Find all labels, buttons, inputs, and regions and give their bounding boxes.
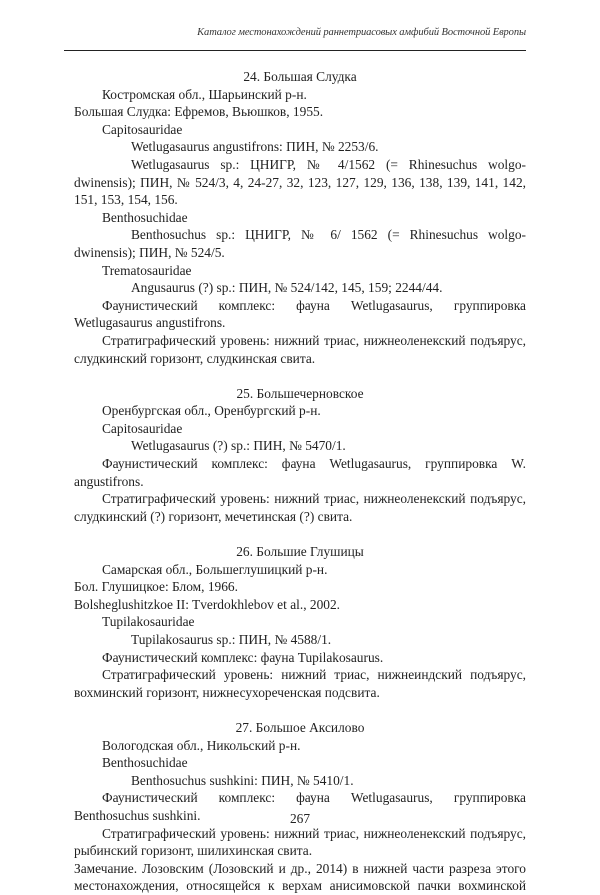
family-name: Capitosauridae — [102, 121, 183, 137]
faunal-complex: Фаунистический комплекс: фауна Wetlugasaurus, группировка W. angustifrons. — [74, 456, 526, 489]
catalog-entry-25 — [74, 385, 526, 526]
taxon-record: Benthosuchus sp.: ЦНИГР, № 6/ 1562 (= Rhinesuchus wolgo-dwinensis); ПИН, № 524/5. — [74, 227, 526, 260]
faunal-complex: Фаунистический комплекс: фауна Tupilakosaurus. — [102, 649, 384, 665]
catalog-entry-26 — [74, 543, 526, 701]
taxon-record: Wetlugasaurus (?) sp.: ПИН, № 5470/1. — [131, 438, 346, 454]
family-name: Benthosuchidae — [102, 755, 188, 771]
spacer — [74, 525, 526, 543]
entry-title: 25. Большечерновское — [236, 385, 364, 401]
entry-title: 26. Большие Глушицы — [236, 544, 364, 560]
stratigraphic-level: Стратиграфический уровень: нижний триас, нижнеоленекский подъярус, слудкинский (?) горизонт, мечетинская (?) свита. — [74, 491, 526, 524]
spacer — [74, 701, 526, 719]
header-rule — [64, 50, 526, 51]
taxon-record: Tupilakosaurus sp.: ПИН, № 4588/1. — [131, 632, 332, 647]
family-name: Tupilakosauridae — [102, 614, 195, 630]
catalog-entry-24 — [74, 68, 526, 367]
family-name: Capitosauridae — [102, 420, 183, 436]
taxon-record: Angusaurus (?) sp.: ПИН, № 524/142, 145, 159; 2244/44. — [131, 280, 443, 296]
entry-reference: Большая Слудка: Ефремов, Вьюшков, 1955. — [74, 104, 324, 120]
running-head: Каталог местонахождений раннетриасовых амфибий Восточной Европы — [197, 27, 526, 38]
entry-region: Костромская обл., Шарьинский р-н. — [102, 86, 307, 102]
entry-reference: Бол. Глушицкое: Блом, 1966. — [74, 579, 238, 595]
taxon-record: Wetlugasaurus sp.: ЦНИГР, № 4/1562 (= Rhinesuchus wolgo-dwinensis); ПИН, № 524/3, 4, 24-27, 32, 123, 127, 129, 136, 138, 139, 141, 142, 151, 153, 154, 156. — [74, 156, 526, 208]
entry-note: Замечание. Лозовским (Лозовский и др., 2014) в нижней части разреза этого местонахождения, относящейся к верхам анисимовской пачки вохминской — [74, 860, 526, 894]
stratigraphic-level: Стратиграфический уровень: нижний триас, нижнеоленекский подъярус, слудкинский горизонт, слудкинская свита. — [74, 332, 526, 366]
entry-region: Оренбургская обл., Оренбургский р-н. — [102, 403, 321, 419]
family-name: Trematosauridae — [102, 262, 192, 278]
faunal-complex: Фаунистический комплекс: фауна Wetlugasaurus, группировка Wetlugasaurus angustifrons. — [74, 297, 526, 331]
entry-reference: Bolsheglushitzkoe II: Tverdokhlebov et al., 2002. — [74, 596, 341, 612]
entry-region: Вологодская обл., Никольский р-н. — [102, 737, 301, 753]
catalog-entry-27 — [74, 719, 526, 895]
taxon-record: Wetlugasaurus angustifrons: ПИН, № 2253/6. — [131, 139, 379, 155]
page-body — [74, 68, 526, 895]
page-number: 267 — [289, 811, 311, 826]
faunal-complex: Фаунистический комплекс: фауна Wetlugasaurus, группировка Benthosuchus sushkini. — [74, 790, 526, 823]
stratigraphic-level: Стратиграфический уровень: нижний триас, нижнеоленекский подъярус, рыбинский горизонт, шилихинская свита. — [74, 825, 526, 859]
stratigraphic-level: Стратиграфический уровень: нижний триас, нижнеиндский подъярус, вохминский горизонт, нижнесухореченская подсвита. — [74, 667, 526, 700]
family-name: Benthosuchidae — [102, 209, 188, 225]
spacer — [74, 367, 526, 385]
entry-region: Самарская обл., Большеглушицкий р-н. — [102, 561, 328, 577]
entry-title: 24. Большая Слудка — [243, 69, 357, 84]
taxon-record: Benthosuchus sushkini: ПИН, № 5410/1. — [131, 772, 354, 788]
entry-title: 27. Большое Аксилово — [235, 719, 365, 735]
